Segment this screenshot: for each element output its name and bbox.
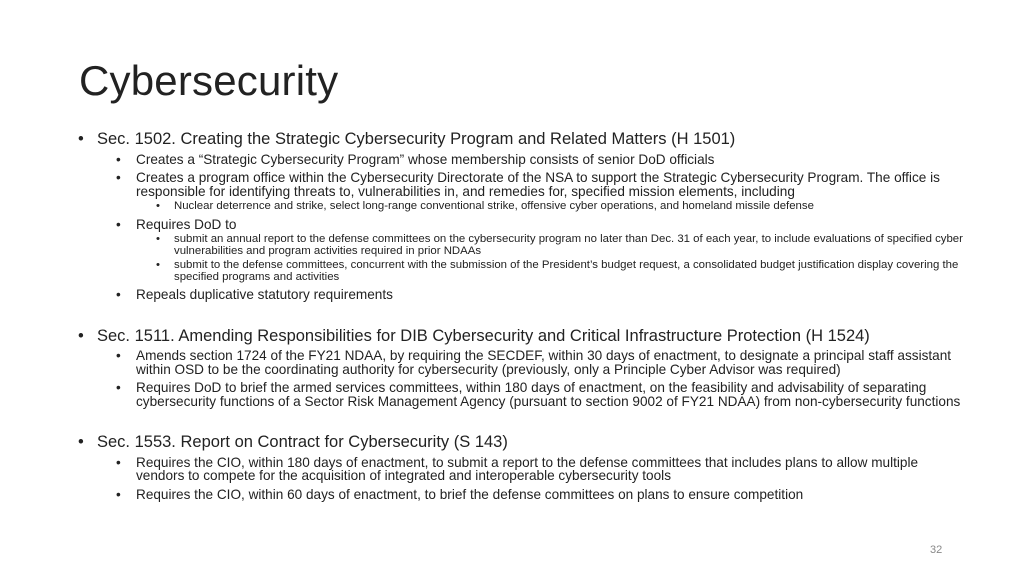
section-heading: [78, 328, 968, 345]
bullet-icon: •: [116, 487, 121, 503]
list-item: [78, 488, 968, 502]
page-number: 32: [930, 544, 943, 556]
bullet-icon: •: [116, 170, 121, 186]
section-heading-text: Sec. 1553. Report on Contract for Cybersecurity (S 143): [97, 433, 508, 452]
list-item: [78, 349, 968, 376]
bullet-icon: •: [116, 348, 121, 363]
bullet-icon: •: [156, 200, 160, 213]
bullet-icon: •: [116, 151, 121, 167]
section-heading: [78, 131, 968, 148]
slide-body: [78, 131, 968, 502]
bullet-icon: •: [116, 380, 121, 396]
sub-list-item: [78, 260, 968, 283]
bullet-icon: •: [156, 259, 160, 272]
section-heading-text: Sec. 1502. Creating the Strategic Cybersecurity Program and Related Matters (H 1501): [97, 130, 736, 148]
list-item-text: Requires DoD to: [136, 216, 237, 232]
bullet-icon: •: [116, 216, 121, 232]
list-item-text: Repeals duplicative statutory requirements: [136, 286, 393, 302]
bullet-icon: •: [116, 454, 121, 470]
list-item: [78, 381, 968, 408]
sub-list-item: [78, 201, 968, 212]
list-item-text: Requires the CIO, within 180 days of enactment, to submit a report to the defense committees that includes plans to allow multiple vendors to compete for the acquisition of integrated and interoperable cybersecurity tools: [136, 454, 919, 484]
slide-title: Cybersecurity: [79, 57, 339, 104]
list-item-text: Requires the CIO, within 60 days of enactment, to brief the defense committees on plans to ensure competition: [136, 487, 804, 503]
sub-list-item-text: submit to the defense committees, concurrent with the submission of the President’s budget request, a consolidated budget justification display covering the specified programs and activities: [174, 259, 959, 283]
bullet-icon: •: [78, 433, 84, 452]
list-item-text: Creates a “Strategic Cybersecurity Program” whose membership consists of senior DoD officials: [136, 151, 715, 167]
list-item: [78, 218, 968, 232]
bullet-icon: •: [78, 326, 84, 345]
list-item-text: Amends section 1724 of the FY21 NDAA, by requiring the SECDEF, within 30 days of enactment, to designate a principal staff assistant within OSD to be the coordinating authority for cybersecurity (previously, only a Principle Cyber Advisor was required): [136, 348, 952, 377]
list-item: [78, 456, 968, 483]
sub-list-item-text: Nuclear deterrence and strike, select long-range conventional strike, offensive cyber operations, and homeland missile defense: [174, 200, 814, 213]
list-item-text: Creates a program office within the Cybersecurity Directorate of the NSA to support the Strategic Cybersecurity Program. The office is responsible for identifying threats to, vulnerabilities in, and remedies for, specified mission elements, including: [136, 170, 940, 199]
sub-list-item-text: submit an annual report to the defense committees on the cybersecurity program no later than Dec. 31 of each year, to include evaluations of specified cyber vulnerabilities and program activities required in prior NDAAs: [174, 233, 963, 257]
sub-list-item: [78, 234, 968, 257]
bullet-icon: •: [116, 286, 121, 302]
list-item: [78, 171, 968, 198]
section-heading: [78, 434, 968, 451]
list-item-text: Requires DoD to brief the armed services committees, within 180 days of enactment, on the feasibility and advisability of separating cybersecurity functions of a Sector Risk Management Agency (pursuant to section 9002 of FY21 NDAA) from non-cybersecurity functions: [136, 380, 961, 409]
list-item: [78, 153, 968, 167]
section-heading-text: Sec. 1511. Amending Responsibilities for DIB Cybersecurity and Critical Infrastructure Protection (H 1524): [97, 326, 870, 345]
bullet-icon: •: [78, 130, 84, 148]
bullet-icon: •: [156, 233, 160, 246]
list-item: [78, 288, 968, 302]
